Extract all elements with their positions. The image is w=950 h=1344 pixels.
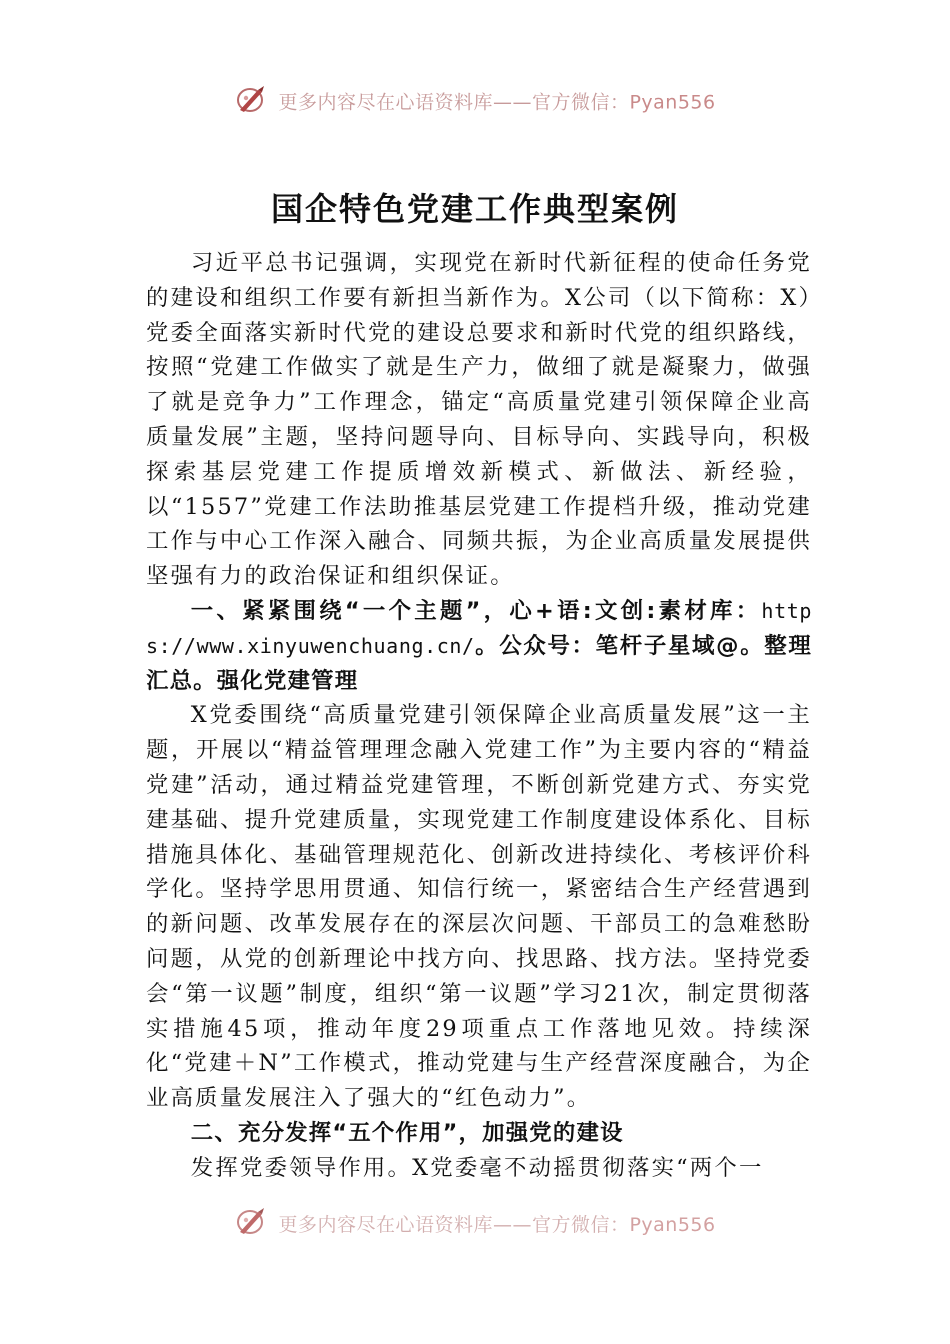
document-title: 国企特色党建工作典型案例 <box>270 190 679 228</box>
paragraph-section-2: 发挥党委领导作用。X党委毫不动摇贯彻落实“两个一 <box>190 1154 764 1181</box>
section-heading-1-tail: 。公众号：笔杆子星域@。整理汇总。强化党建管理 <box>146 632 812 694</box>
watermark-wechat-id: Pyan556 <box>629 91 716 114</box>
source-url-link[interactable]: https://www.xinyuwenchuang.cn/ <box>146 598 812 658</box>
watermark-banner-bottom <box>0 1208 950 1238</box>
watermark-text: 更多内容尽在心语资料库——官方微信：Pyan556 <box>278 91 716 114</box>
pen-logo-icon-bottom <box>234 1206 268 1236</box>
watermark-text-bottom: 更多内容尽在心语资料库——官方微信：Pyan556 <box>278 1213 716 1236</box>
watermark-wechat-id-bottom: Pyan556 <box>629 1213 716 1236</box>
paragraph-section-1: X党委围绕“高质量党建引领保障企业高质量发展”这一主题，开展以“精益管理理念融入党建工作”为主要内容的“精益党建”活动，通过精益党建管理，不断创新党建方式、夯实党建基础、提升党建质量，实现党建工作制度建设体系化、目标措施具体化、基础管理规范化、创新改进持续化、考核评价科学化。坚持学思用贯通、知信行统一，紧密结合生产经营遇到的新问题、改革发展存在的深层次问题、干部员工的急难愁盼问题，从党的创新理论中找方向、找思路、找方法。坚持党委会“第一议题”制度，组织“第一议题”学习21次，制定贯彻落实措施45项，推动年度29项重点工作落地见效。持续深化“党建＋N”工作模式，推动党建与生产经营深度融合，为企业高质量发展注入了强大的“红色动力”。 <box>146 702 812 1112</box>
section-heading-2: 二、充分发挥“五个作用”，加强党的建设 <box>190 1119 624 1146</box>
pen-logo-icon <box>234 84 268 114</box>
document-body <box>146 246 812 1186</box>
section-heading-1-text: 一、紧紧围绕“一个主题”，心+语:文创:素材库： <box>190 597 762 624</box>
paragraph-intro: 习近平总书记强调，实现党在新时代新征程的使命任务党的建设和组织工作要有新担当新作为。X公司（以下简称：X）党委全面落实新时代党的建设总要求和新时代党的组织路线，按照“党建工作做实了就是生产力，做细了就是凝聚力，做强了就是竞争力”工作理念，锚定“高质量党建引领保障企业高质量发展”主题，坚持问题导向、目标导向、实践导向，积极探索基层党建工作提质增效新模式、新做法、新经验，以“1557”党建工作法助推基层党建工作提档升级，推动党建工作与中心工作深入融合、同频共振，为企业高质量发展提供坚强有力的政治保证和组织保证。 <box>146 250 812 590</box>
watermark-banner-top <box>0 86 950 116</box>
section-heading-1 <box>146 594 812 698</box>
